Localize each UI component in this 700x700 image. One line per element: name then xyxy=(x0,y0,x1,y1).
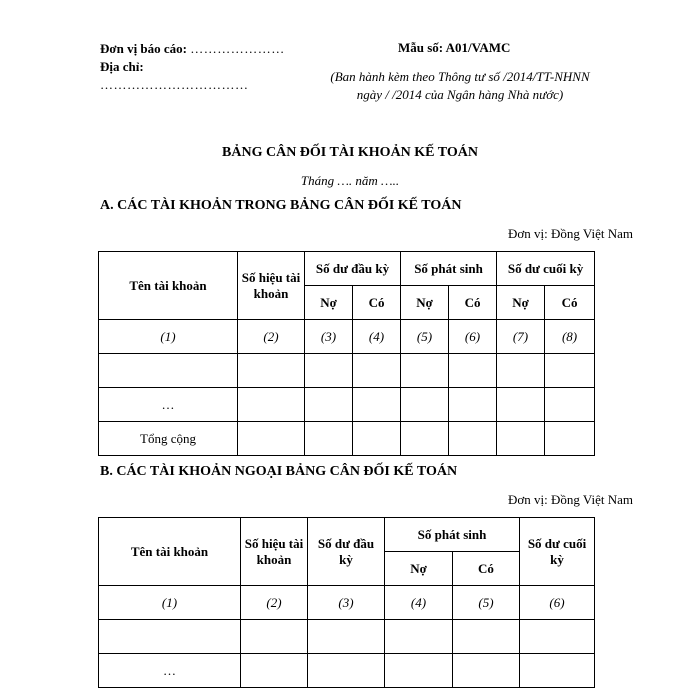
column-number: (4) xyxy=(385,586,453,620)
table-cell xyxy=(520,620,595,654)
column-number: (4) xyxy=(353,320,401,354)
column-number: (5) xyxy=(453,586,520,620)
table-cell xyxy=(305,422,353,456)
col-header-debit: Nợ xyxy=(385,552,453,586)
column-number: (2) xyxy=(238,320,305,354)
issued-note-line-2: ngày / /2014 của Ngân hàng Nhà nước) xyxy=(356,87,564,102)
col-header-debit: Nợ xyxy=(401,286,449,320)
col-header-credit: Có xyxy=(545,286,595,320)
section-a-heading: A. CÁC TÀI KHOẢN TRONG BẢNG CÂN ĐỐI KẾ TOÁN xyxy=(100,198,462,213)
column-number: (7) xyxy=(497,320,545,354)
col-header-movement: Số phát sinh xyxy=(385,518,520,552)
col-header-account-name: Tên tài khoản xyxy=(99,252,238,320)
table-cell xyxy=(497,422,545,456)
column-number: (3) xyxy=(305,320,353,354)
table-row xyxy=(99,354,595,388)
col-header-movement: Số phát sinh xyxy=(401,252,497,286)
table-cell xyxy=(401,354,449,388)
col-header-opening-balance: Số dư đầu kỳ xyxy=(308,518,385,586)
column-number: (1) xyxy=(99,320,238,354)
form-code: Mẫu số: A01/VAMC xyxy=(398,40,511,55)
document-period: Tháng …. năm ….. xyxy=(300,173,400,188)
table-cell xyxy=(385,654,453,688)
table-cell xyxy=(449,388,497,422)
table-cell xyxy=(401,422,449,456)
col-header-credit: Có xyxy=(453,552,520,586)
col-header-account-name: Tên tài khoản xyxy=(99,518,241,586)
reporting-unit-line xyxy=(100,40,285,58)
col-header-closing-balance: Số dư cuối kỳ xyxy=(497,252,595,286)
table-cell xyxy=(545,354,595,388)
issued-note-line-1: (Ban hành kèm theo Thông tư số /2014/TT-NHNN xyxy=(330,69,590,84)
section-b-heading: B. CÁC TÀI KHOẢN NGOẠI BẢNG CÂN ĐỐI KẾ TOÁN xyxy=(100,464,458,479)
reporting-unit-label: Đơn vị báo cáo: xyxy=(100,41,188,56)
section-b-unit: Đơn vị: Đồng Việt Nam xyxy=(507,492,633,507)
col-header-account-no: Số hiệu tài khoản xyxy=(241,518,308,586)
issued-note xyxy=(300,68,620,104)
col-header-opening-balance: Số dư đầu kỳ xyxy=(305,252,401,286)
table-cell xyxy=(308,654,385,688)
table-row xyxy=(99,654,595,688)
table-cell xyxy=(545,388,595,422)
column-number: (2) xyxy=(241,586,308,620)
col-header-closing-balance: Số dư cuối kỳ xyxy=(520,518,595,586)
col-header-debit: Nợ xyxy=(305,286,353,320)
table-cell xyxy=(238,354,305,388)
column-number: (6) xyxy=(449,320,497,354)
column-number-row xyxy=(99,320,595,354)
column-number-row xyxy=(99,586,595,620)
address-blank: …………………………… xyxy=(100,77,249,92)
section-a-unit: Đơn vị: Đồng Việt Nam xyxy=(507,226,633,241)
table-cell xyxy=(453,654,520,688)
table-cell xyxy=(241,654,308,688)
table-cell xyxy=(453,620,520,654)
table-cell xyxy=(401,388,449,422)
table-cell xyxy=(353,388,401,422)
table-cell xyxy=(497,388,545,422)
total-row xyxy=(99,422,595,456)
table-cell xyxy=(353,422,401,456)
table-cell xyxy=(520,654,595,688)
reporting-header xyxy=(100,40,285,94)
reporting-unit-blank: ………………… xyxy=(190,41,285,56)
section-a-table xyxy=(98,251,595,456)
ellipsis-cell: … xyxy=(99,388,238,422)
table-cell xyxy=(99,354,238,388)
column-number: (1) xyxy=(99,586,241,620)
col-header-debit: Nợ xyxy=(497,286,545,320)
col-header-credit: Có xyxy=(449,286,497,320)
table-cell xyxy=(353,354,401,388)
table-cell xyxy=(238,422,305,456)
table-cell xyxy=(385,620,453,654)
section-b-table xyxy=(98,517,595,688)
address-label: Địa chỉ: xyxy=(100,59,144,74)
table-cell xyxy=(308,620,385,654)
col-header-credit: Có xyxy=(353,286,401,320)
table-cell xyxy=(449,354,497,388)
table-row xyxy=(99,620,595,654)
table-cell xyxy=(497,354,545,388)
col-header-account-no: Số hiệu tài khoản xyxy=(238,252,305,320)
column-number: (8) xyxy=(545,320,595,354)
total-label: Tổng cộng xyxy=(99,422,238,456)
table-row xyxy=(99,388,595,422)
table-cell xyxy=(99,620,241,654)
table-cell xyxy=(241,620,308,654)
column-number: (5) xyxy=(401,320,449,354)
table-cell xyxy=(238,388,305,422)
document-title: BẢNG CÂN ĐỐI TÀI KHOẢN KẾ TOÁN xyxy=(222,145,478,160)
table-header-row xyxy=(99,252,595,286)
table-cell xyxy=(545,422,595,456)
table-cell xyxy=(305,388,353,422)
table-cell xyxy=(449,422,497,456)
column-number: (6) xyxy=(520,586,595,620)
ellipsis-cell: … xyxy=(99,654,241,688)
column-number: (3) xyxy=(308,586,385,620)
table-cell xyxy=(305,354,353,388)
table-header-row xyxy=(99,518,595,552)
